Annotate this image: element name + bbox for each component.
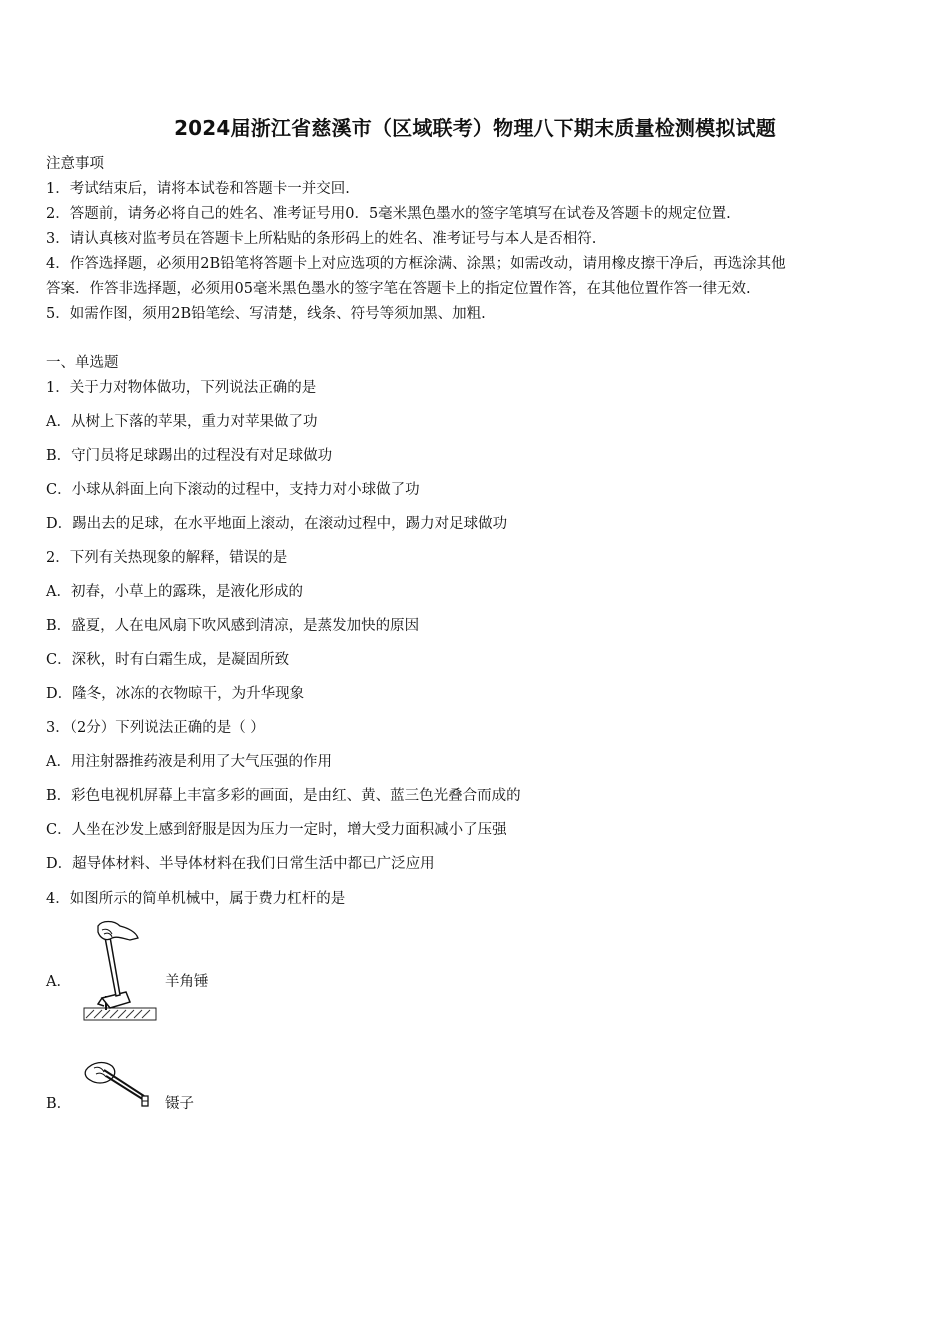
- question-stem: 2．下列有关热现象的解释，错误的是: [46, 550, 288, 566]
- question-option: A．初春，小草上的露珠，是液化形成的: [46, 584, 303, 600]
- notice-item: 答案．作答非选择题，必须用05毫米黑色墨水的签字笔在答题卡上的指定位置作答，在其他位置作答一律无效.: [46, 281, 751, 297]
- notice-item: 2．答题前，请务必将自己的姓名、准考证号用0．5毫米黑色墨水的签字笔填写在试卷及答题卡的规定位置.: [46, 206, 731, 222]
- question-option: D．超导体材料、半导体材料在我们日常生活中都已广泛应用: [46, 856, 435, 872]
- question-option: C．小球从斜面上向下滚动的过程中，支持力对小球做了功: [46, 482, 420, 498]
- notice-item: 5．如需作图，须用2B铅笔绘、写清楚，线条、符号等须加黑、加粗.: [46, 306, 486, 322]
- notice-item: 4．作答选择题，必须用2B铅笔将答题卡上对应选项的方框涂满、涂黑；如需改动，请用橡皮擦干净后，再选涂其他: [46, 256, 786, 272]
- question-stem: 1．关于力对物体做功，下列说法正确的是: [46, 380, 317, 396]
- option-a-text: 羊角锤: [165, 974, 209, 990]
- question-stem: 3．（2分）下列说法正确的是（ ）: [46, 720, 265, 736]
- notice-item: 1．考试结束后，请将本试卷和答题卡一并交回.: [46, 181, 350, 197]
- question-option: B．彩色电视机屏幕上丰富多彩的画面，是由红、黄、蓝三色光叠合而成的: [46, 788, 521, 804]
- question-option: D．隆冬，冰冻的衣物晾干，为升华现象: [46, 686, 305, 702]
- question-option: B．守门员将足球踢出的过程没有对足球做功: [46, 448, 333, 464]
- option-b-text: 镊子: [165, 1096, 194, 1112]
- notice-item: 3．请认真核对监考员在答题卡上所粘贴的条形码上的姓名、准考证号与本人是否相符.: [46, 231, 597, 247]
- notice-heading: 注意事项: [46, 156, 104, 172]
- question-option: A．用注射器推药液是利用了大气压强的作用: [46, 754, 332, 770]
- option-b-label: B．: [46, 1096, 72, 1112]
- section-heading: 一、单选题: [46, 355, 119, 371]
- question-option: A．从树上下落的苹果，重力对苹果做了功: [46, 414, 318, 430]
- option-a-label: A．: [46, 974, 71, 990]
- page-title: 2024届浙江省慈溪市（区域联考）物理八下期末质量检测模拟试题: [174, 116, 776, 140]
- question-option: B．盛夏，人在电风扇下吹风感到清凉，是蒸发加快的原因: [46, 618, 420, 634]
- question-option: C．深秋，时有白霜生成，是凝固所致: [46, 652, 290, 668]
- question-option: C．人坐在沙发上感到舒服是因为压力一定时，增大受力面积减小了压强: [46, 822, 507, 838]
- claw-hammer-figure: [80, 918, 160, 1030]
- question-option: D．踢出去的足球，在水平地面上滚动，在滚动过程中，踢力对足球做功: [46, 516, 508, 532]
- question-stem: 4．如图所示的简单机械中，属于费力杠杆的是: [46, 891, 346, 907]
- tweezers-figure: [82, 1058, 158, 1114]
